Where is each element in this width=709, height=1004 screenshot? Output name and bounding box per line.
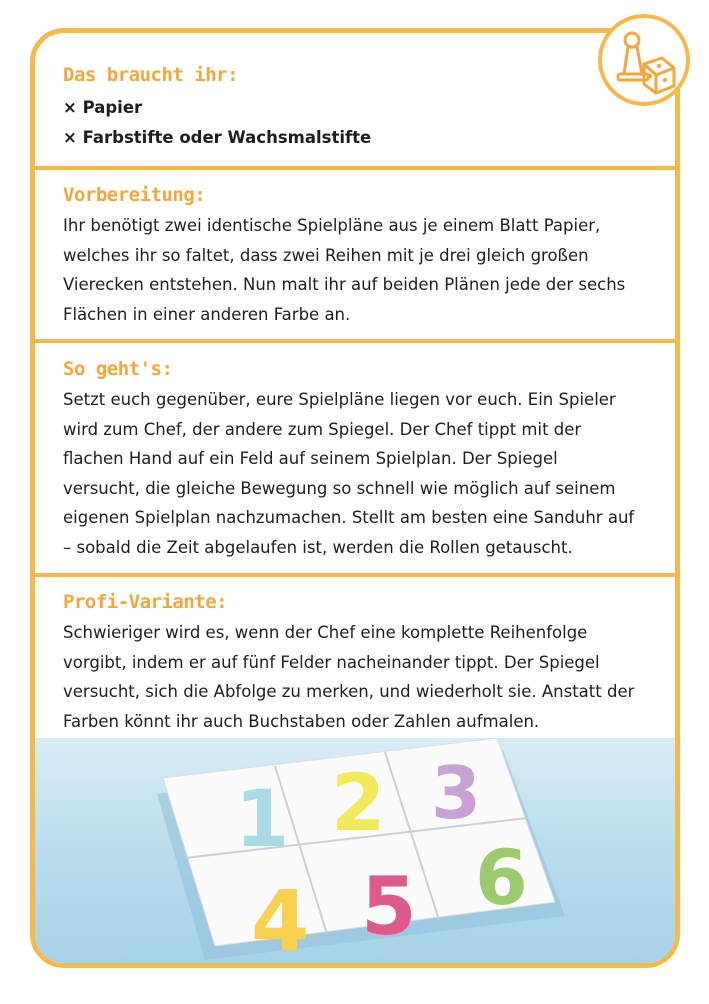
game-piece-icon — [602, 18, 686, 102]
pro-section — [35, 590, 675, 736]
text-line: wird zum Chef, der andere zum Spiegel. Der Chef tippt mit der — [63, 419, 582, 439]
text-line: flachen Hand auf ein Feld auf seinem Spielplan. Der Spiegel — [63, 449, 558, 468]
needs-section — [35, 63, 675, 152]
text-line: Flächen in einer anderen Farbe an. — [63, 304, 351, 324]
number-two: 2 — [331, 759, 386, 849]
preparation-heading: Vorbereitung: — [63, 184, 206, 206]
text-line: Farben könnt ihr auch Buchstaben oder Zahlen aufmalen. — [63, 711, 540, 731]
number-four: 4 — [251, 872, 310, 963]
section-divider — [35, 573, 675, 577]
howto-heading: So geht's: — [63, 358, 173, 380]
needs-heading: Das braucht ihr: — [63, 64, 239, 86]
text-line: – sobald die Zeit abgelaufen ist, werden die Rollen getauscht. — [63, 537, 573, 557]
number-three: 3 — [431, 751, 482, 835]
preparation-section — [35, 183, 675, 329]
number-six: 6 — [475, 833, 528, 922]
paper-illustration — [35, 738, 675, 963]
text-line: eigenen Spielplan nachzumachen. Stellt am besten eine Sanduhr auf — [63, 508, 635, 527]
text-line: Schwieriger wird es, wenn der Chef eine komplette Reihenfolge — [63, 623, 588, 642]
text-line: versucht, sich die Abfolge zu merken, und wiederholt sie. Anstatt der — [63, 682, 635, 701]
section-divider — [35, 166, 675, 170]
text-line: versucht, die gleiche Bewegung so schnell wie möglich auf seinem — [63, 478, 616, 498]
game-card — [30, 28, 680, 968]
text-line: Vierecken entstehen. Nun malt ihr auf beiden Plänen jede der sechs — [63, 275, 626, 294]
pro-heading: Profi-Variante: — [63, 591, 228, 613]
howto-section — [35, 357, 675, 562]
illustration — [35, 738, 675, 963]
text-line: Ihr benötigt zwei identische Spielpläne aus je einem Blatt Papier, — [63, 216, 601, 235]
number-five: 5 — [361, 860, 417, 953]
die-icon — [644, 58, 674, 93]
number-one: 1 — [235, 775, 290, 865]
game-badge — [598, 14, 690, 106]
list-item: × Farbstifte oder Wachsmalstifte — [63, 127, 372, 147]
text-line: Setzt euch gegenüber, eure Spielpläne liegen vor euch. Ein Spieler — [63, 390, 616, 409]
list-item: × Papier — [63, 98, 143, 117]
text-line: vorgibt, indem er auf fünf Felder nacheinander tippt. Der Spiegel — [63, 652, 600, 672]
section-divider — [35, 339, 675, 343]
text-line: welches ihr so faltet, dass zwei Reihen mit je drei gleich großen — [63, 245, 589, 265]
